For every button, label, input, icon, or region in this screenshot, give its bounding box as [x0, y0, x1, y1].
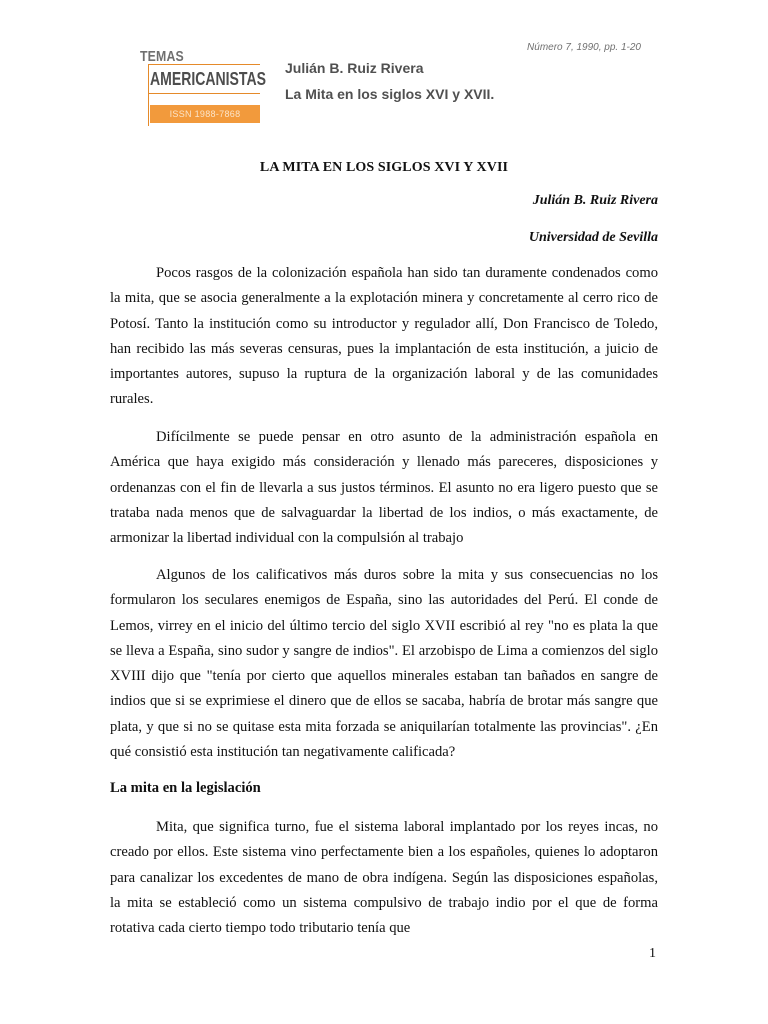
paragraph-3 — [110, 563, 658, 765]
paragraph-3-text: Algunos de los calificativos más duros sobre la mita y sus consecuencias no los formularon los seculares enemigos de España, sino las autoridades del Perú. El conde de Lemos, virrey en el inicio del último tercio del siglo XVII escribió al rey "no es plata la que se lleva a España, sino sudor y sangre de indios". El arzobispo de Lima a comienzos del siglo XVIII dijo que "tenía por cierto que aquellos minerales estaban tan bañados en sangre de indios que si se exprimiese el dinero que de ellos se sacaba, habría de brotar más sangre que plata, y que si no se quitase esta mita forzada se aniquilarían totalmente las provincias". ¿En qué consistió esta institución tan negativamente calificada? — [110, 567, 658, 761]
logo-rule-middle — [148, 93, 260, 94]
header-article-title: La Mita en los siglos XVI y XVII. — [285, 86, 495, 102]
logo-rule-vertical — [148, 64, 149, 126]
logo-text-americanistas: AMERICANISTAS — [150, 69, 266, 89]
article-title: LA MITA EN LOS SIGLOS XVI Y XVII — [259, 160, 509, 175]
header-issue-info: Número 7, 1990, pp. 1-20 — [527, 42, 641, 53]
paragraph-4 — [110, 815, 658, 941]
section-heading: La mita en la legislación — [110, 780, 261, 796]
paragraph-4-text: Mita, que significa turno, fue el sistema laboral implantado por los reyes incas, no creado por ellos. Este sistema vino perfectamente bien a los españoles, quienes lo adoptaron para canalizar los excedentes de mano de obra indígena. Según las disposiciones españolas, la mita se estableció como un sistema compulsivo de trabajo indio por el que de forma rotativa cada cierto tiempo todo tributario tenía que — [110, 819, 658, 937]
paragraph-2 — [110, 425, 658, 551]
article-author: Julián B. Ruiz Rivera — [532, 193, 658, 208]
header-author: Julián B. Ruiz Rivera — [285, 60, 424, 76]
paragraph-2-text: Difícilmente se puede pensar en otro asunto de la administración española en América que haya exigido más consideración y llenado más pareceres, disposiciones y ordenanzas con el fin de llevarla a sus justos términos. El asunto no era ligero puesto que se trataba nada menos que de salvaguardar la libertad de los indios, o más exactamente, de armonizar la libertad individual con la compulsión al trabajo — [110, 429, 658, 547]
logo-text-temas: TEMAS — [140, 48, 184, 65]
paragraph-1-text: Pocos rasgos de la colonización española han sido tan duramente condenados como la mita, que se asocia generalmente a la explotación minera y concretamente al cerro rico de Potosí. Tanto la institución como su introductor y regulador allí, Don Francisco de Toledo, han recibido las más severas censuras, pues la implantación de esta institución, a juicio de importantes autores, supuso la ruptura de la organización laboral y de las comunidades rurales. — [110, 265, 658, 408]
paragraph-1 — [110, 261, 658, 413]
logo-rule-top — [148, 64, 260, 65]
page-number: 1 — [649, 946, 656, 961]
logo-issn-badge: ISSN 1988-7868 — [150, 105, 260, 123]
journal-logo — [138, 48, 266, 128]
article-affiliation: Universidad de Sevilla — [528, 230, 658, 245]
